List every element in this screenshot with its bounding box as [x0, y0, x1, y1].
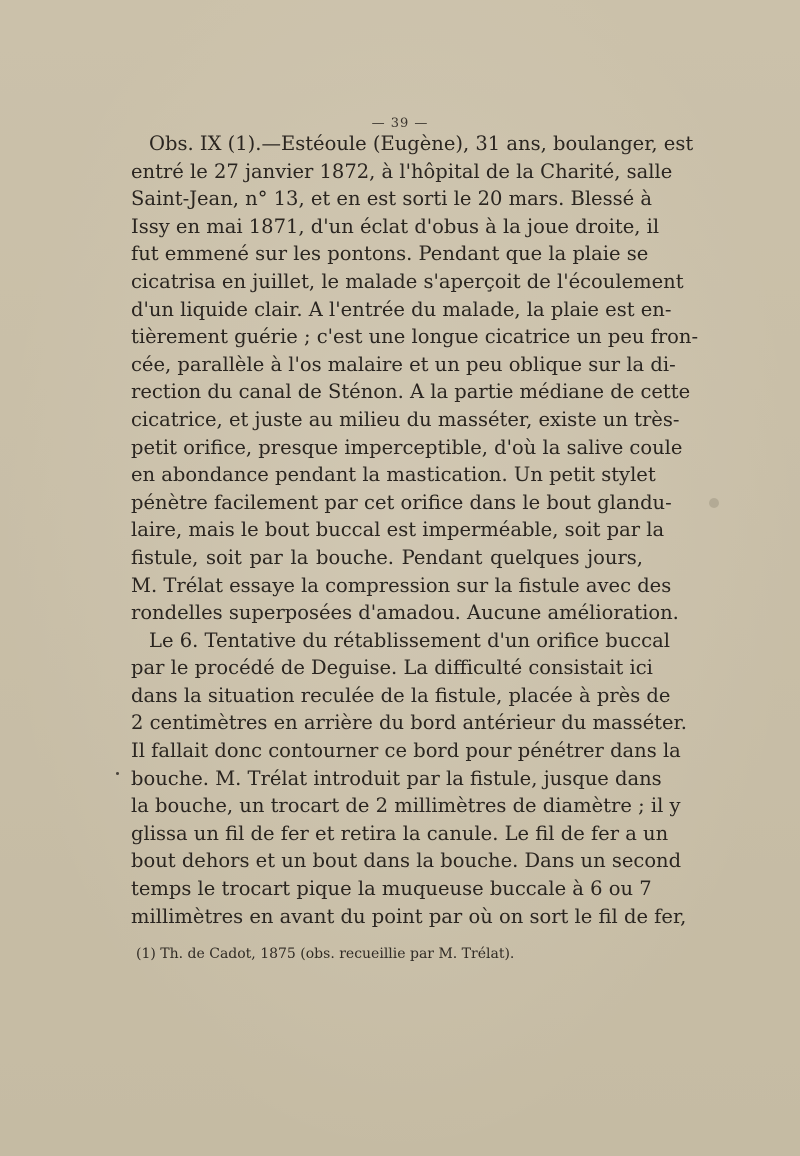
text-line: rondelles superposées d'amadou. Aucune amélioration.: [131, 601, 679, 625]
text-line: Issy en mai 1871, d'un éclat d'obus à la joue droite, il: [131, 214, 660, 238]
text-line: tièrement guérie ; c'est une longue cicatrice un peu fron-: [131, 325, 699, 349]
text-line: cicatrice, et juste au milieu du masséter, existe un très-: [131, 407, 680, 431]
text-line: bout dehors et un bout dans la bouche. Dans un second: [131, 849, 682, 873]
text-line: pénètre facilement par cet orifice dans le bout glandu-: [131, 490, 672, 514]
text-line: Le 6. Tentative du rétablissement d'un orifice buccal: [149, 628, 670, 652]
body-text: [131, 130, 699, 930]
text-line: entré le 27 janvier 1872, à l'hôpital de la Charité, salle: [131, 159, 673, 183]
text-line: temps le trocart pique la muqueuse buccale à 6 ou 7: [131, 877, 652, 901]
text-line: M. Trélat essaye la compression sur la fistule avec des: [131, 573, 672, 597]
margin-mark: [116, 772, 119, 775]
text-line: cée, parallèle à l'os malaire et un peu oblique sur la di-: [131, 352, 676, 376]
text-line: par le procédé de Deguise. La difficulté consistait ici: [131, 656, 653, 680]
text-line: Il fallait donc contourner ce bord pour pénétrer dans la: [131, 739, 681, 763]
footnote: (1) Th. de Cadot, 1875 (obs. recueillie par M. Trélat).: [136, 946, 515, 962]
page-number: — 39 —: [371, 116, 429, 131]
text-line: la bouche, un trocart de 2 millimètres de diamètre ; il y: [131, 794, 681, 818]
scan-speck: [709, 498, 719, 508]
text-line: dans la situation reculée de la fistule, placée à près de: [131, 683, 671, 707]
text-line: cicatrisa en juillet, le malade s'aperçoit de l'écoulement: [131, 269, 684, 293]
text-line: fut emmené sur les pontons. Pendant que la plaie se: [131, 242, 649, 266]
text-line: Saint-Jean, n° 13, et en est sorti le 20 mars. Blessé à: [131, 187, 652, 211]
text-line: d'un liquide clair. A l'entrée du malade, la plaie est en-: [131, 297, 672, 321]
text-line: millimètres en avant du point par où on sort le fil de fer,: [131, 904, 687, 928]
text-line: Obs. IX (1).—Estéoule (Eugène), 31 ans, boulanger, est: [149, 132, 694, 155]
text-line: en abondance pendant la mastication. Un petit stylet: [131, 463, 656, 487]
text-line: fistule, soit par la bouche. Pendant quelques jours,: [131, 545, 643, 569]
text-line: 2 centimètres en arrière du bord antérieur du masséter.: [131, 711, 687, 735]
text-line: laire, mais le bout buccal est imperméable, soit par la: [131, 518, 665, 542]
text-line: petit orifice, presque imperceptible, d'où la salive coule: [131, 435, 683, 459]
text-line: rection du canal de Sténon. A la partie médiane de cette: [131, 380, 691, 404]
text-line: glissa un fil de fer et retira la canule. Le fil de fer a un: [131, 821, 669, 845]
text-line: bouche. M. Trélat introduit par la fistule, jusque dans: [131, 766, 662, 790]
